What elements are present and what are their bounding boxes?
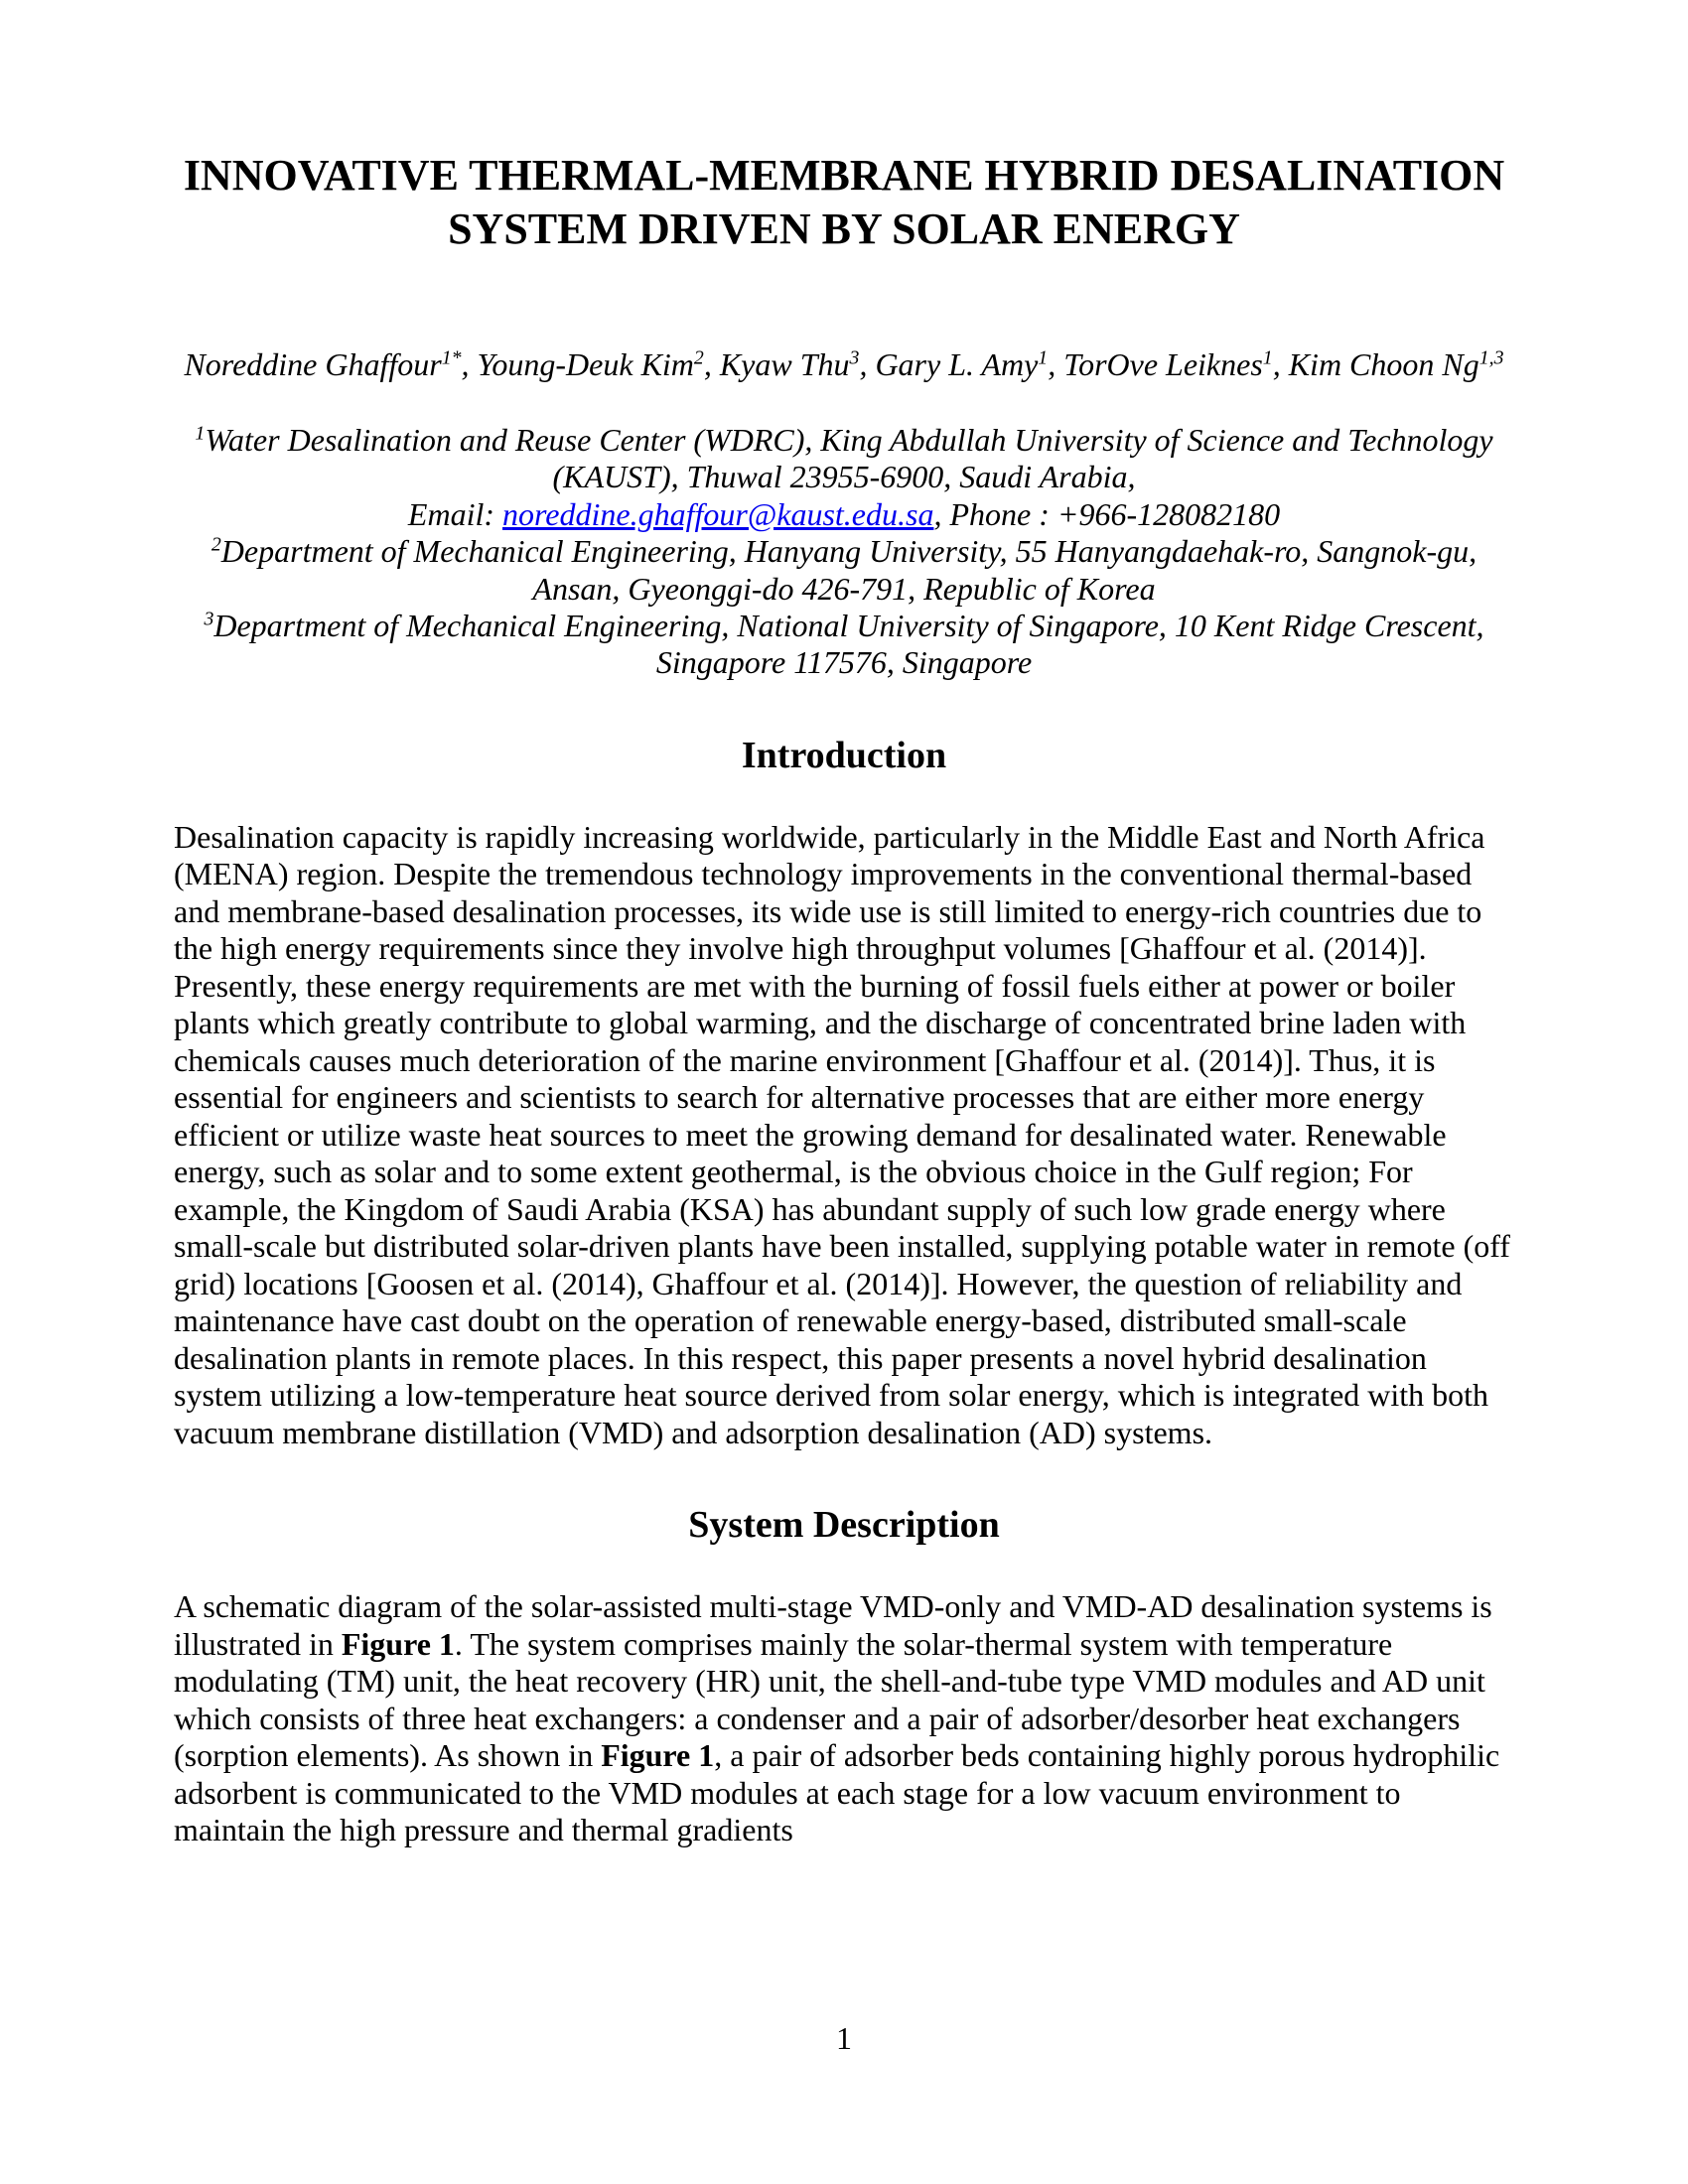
figure-reference: Figure 1 — [341, 1625, 455, 1662]
page-number: 1 — [836, 2020, 852, 2056]
text-segment: Water Desalination and Reuse Center (WDRC), King Abdullah University of Science and Technology (KAUST), Thuwal 23955-6900, Saudi Arabia, — [205, 421, 1493, 495]
superscript-marker: 3 — [204, 608, 214, 630]
superscript-marker: 1* — [441, 346, 462, 369]
paper-title — [174, 149, 1514, 255]
text-segment: , Kim Choon Ng — [1272, 346, 1479, 383]
superscript-marker: 2 — [211, 533, 221, 556]
email-link[interactable]: noreddine.ghaffour@kaust.edu.sa — [502, 495, 934, 532]
affiliation-2 — [174, 533, 1514, 608]
text-segment: Department of Mechanical Engineering, Hanyang University, 55 Hanyangdaehak-ro, Sangnok-gu, Ansan, Gyeonggi-do 426-791, Republic of Korea — [220, 533, 1477, 607]
figure-reference: Figure 1 — [601, 1737, 715, 1774]
superscript-marker: 1 — [1038, 346, 1049, 369]
section-heading-introduction: Introduction — [741, 734, 947, 776]
paper-title-line1: INNOVATIVE THERMAL-MEMBRANE HYBRID DESALINATION — [183, 151, 1505, 200]
text-segment: Noreddine Ghaffour — [184, 346, 442, 383]
superscript-marker: 1 — [1262, 346, 1273, 369]
paper-title-line2: SYSTEM DRIVEN BY SOLAR ENERGY — [448, 204, 1240, 253]
authors-line — [174, 346, 1514, 383]
text-segment: , Kyaw Thu — [703, 346, 850, 383]
introduction-paragraph: Desalination capacity is rapidly increasing worldwide, particularly in the Middle East and North Africa (MENA) region. Despite the tremendous technology improvements in the conventional thermal-based and membrane-based desalination processes, its wide use is still limited to energy-rich countries due to the high energy requirements since they involve high throughput volumes [Ghaffour et al. (2014)]. Presently, these energy requirements are met with the burning of fossil fuels either at power or boiler plants which greatly contribute to global warming, and the discharge of concentrated brine laden with chemicals causes much deterioration of the marine environment [Ghaffour et al. (2014)]. Thus, it is essential for engineers and scientists to search for alternative processes that are either more energy efficient or utilize waste heat sources to meet the growing demand for desalinated water. Renewable energy, such as solar and to some extent geothermal, is the obvious choice in the Gulf region; For example, the Kingdom of Saudi Arabia (KSA) has abundant supply of such low grade energy where small-scale but distributed solar-driven plants have been installed, supplying potable water in remote (off grid) locations [Goosen et al. (2014), Ghaffour et al. (2014)]. However, the question of reliability and maintenance have cast doubt on the operation of renewable energy-based, distributed small-scale desalination plants in remote places. In this respect, this paper presents a novel hybrid desalination system utilizing a low-temperature heat source derived from solar energy, which is integrated with both vacuum membrane distillation (VMD) and adsorption desalination (AD) systems. — [174, 818, 1510, 1450]
text-segment: A schematic diagram of the solar-assisted multi-stage VMD-only and VMD-AD desalination systems is illustrated in — [174, 1588, 1492, 1662]
section-heading-system-description: System Description — [688, 1504, 1000, 1547]
text-segment: , a pair of adsorber beds containing highly porous hydrophilic adsorbent is communicated to the VMD modules at each stage for a low vacuum environment to maintain the high pressure and thermal gradients — [174, 1737, 1500, 1848]
superscript-marker: 2 — [693, 346, 704, 369]
text-segment: Email: — [407, 495, 502, 532]
text-segment: , Young-Deuk Kim — [461, 346, 694, 383]
superscript-marker: 1,3 — [1478, 346, 1504, 369]
system-description-paragraph — [174, 1588, 1514, 1849]
affiliations-block — [174, 422, 1514, 682]
text-segment: , Gary L. Amy — [859, 346, 1039, 383]
affiliation-1 — [174, 422, 1514, 496]
text-segment: , TorOve Leiknes — [1048, 346, 1263, 383]
text-segment: , Phone : +966-128082180 — [933, 495, 1281, 532]
text-segment: . The system comprises mainly the solar-thermal system with temperature modulating (TM) unit, the heat recovery (HR) unit, the shell-and-tube type VMD modules and AD unit which consists of three heat exchangers: a condenser and a pair of adsorber/desorber heat exchangers (sorption elements). As shown in — [174, 1625, 1485, 1774]
superscript-marker: 1 — [195, 422, 206, 445]
superscript-marker: 3 — [849, 346, 860, 369]
affiliation-3 — [174, 608, 1514, 682]
contact-line — [174, 496, 1514, 533]
text-segment: Department of Mechanical Engineering, National University of Singapore, 10 Kent Ridge Crescent, Singapore 117576, Singapore — [213, 607, 1484, 681]
